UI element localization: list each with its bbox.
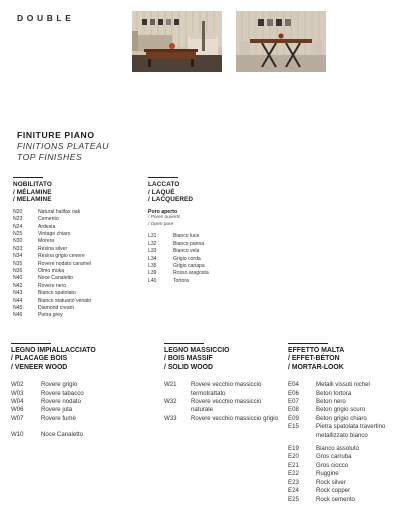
finish-row: N20 Natural halifax oak	[13, 208, 81, 215]
section-title: EFFETTO MALTA / EFFET-BÉTON / MORTAR-LOOK	[288, 347, 345, 371]
finish-row: N30 Morera	[13, 238, 55, 245]
finish-row: L35 Grigio canapa	[148, 262, 205, 269]
heading-italian: FINITURE PIANO	[17, 130, 95, 140]
section-legno-impiallacciato	[11, 343, 151, 440]
section-rule	[148, 177, 178, 178]
finish-list	[13, 209, 133, 320]
finish-row: E07 Beton nero	[288, 398, 346, 406]
finish-row: W33 Rovere vecchio massiccio grigio	[164, 414, 279, 422]
finish-row: W07 Rovere fumè	[11, 414, 76, 422]
section-rule	[164, 343, 204, 344]
section-title: LACCATO / LAQUÉ / LACQUERED	[148, 181, 194, 204]
finish-list	[11, 381, 151, 439]
finish-list	[288, 381, 410, 504]
list-gap	[11, 423, 151, 431]
finish-row: L34 Grigio corda	[148, 255, 201, 262]
finish-row: E19 Bianco assoluto	[288, 445, 360, 453]
finish-row: N25 Vintage chiaro	[13, 231, 71, 237]
finish-row: E06 Beton tortora	[288, 389, 352, 397]
finish-row: N40 Noce Canaletto	[13, 275, 74, 282]
heading-english: TOP FINISHES	[17, 152, 83, 162]
finish-row: E09 Beton grigio chiaro	[288, 414, 367, 422]
product-photo-dining-room	[236, 11, 326, 72]
finish-row: N43 Bianco spatolato	[13, 290, 76, 297]
section-title: LEGNO IMPIALLACCIATO / PLACAGE BOIS / VENEER WOOD	[11, 347, 96, 371]
section-effetto-malta	[288, 343, 410, 504]
finish-row: L40 Tortora	[148, 277, 189, 284]
finish-row: W02 Rovere grigio	[11, 381, 78, 389]
subsection-title-fr: / Pores ouverts	[148, 215, 181, 221]
finishes-heading	[17, 130, 109, 163]
finish-row: W21 Rovere vecchio massiccio termotrattato	[164, 381, 262, 397]
finish-row: E25 Rock cemento	[288, 495, 355, 503]
finish-row: E04 Metalli vissuti nichel	[288, 381, 370, 389]
finish-row: N45 Diamond cream	[13, 305, 74, 312]
finish-row: L39 Rosso aragosta	[148, 270, 209, 277]
section-nobilitato	[13, 177, 133, 320]
finish-row: E15 Pietra spatolata travertino metallizzato bianco	[288, 423, 386, 439]
finish-row: N35 Rovere nodato caramel	[13, 260, 91, 267]
heading-french: FINITIONS PLATEAU	[17, 141, 109, 151]
finish-list	[164, 381, 279, 423]
section-title: NOBILITATO / MÉLAMINE / MELAMINE	[13, 181, 52, 204]
finish-row: E22 Ruggine	[288, 470, 339, 478]
finish-row: E20 Gros carruba	[288, 453, 352, 461]
finish-row: E21 Gros ciocco	[288, 461, 349, 469]
finish-row: N46 Pietra grey	[13, 312, 63, 319]
product-photo-living-room	[132, 11, 222, 72]
section-rule	[288, 343, 328, 344]
brand-title: DOUBLE	[17, 13, 75, 23]
finish-row: W04 Rovere nodato	[11, 398, 81, 406]
finish-row: E08 Beton grigio scuro	[288, 406, 366, 414]
finish-row: N42 Rovere nero	[13, 282, 67, 289]
finish-row: N33 Resina silver	[13, 245, 68, 252]
section-legno-massiccio	[164, 343, 279, 423]
finish-row: L33 Bianco vela	[148, 248, 200, 255]
finish-row: N44 Bianco statuario venato	[13, 297, 92, 304]
section-laccato	[148, 177, 268, 285]
section-rule	[13, 177, 43, 178]
section-rule	[11, 343, 51, 344]
subsection-title: Poro aperto	[148, 208, 178, 215]
section-title: LEGNO MASSICCIO / BOIS MASSIF / SOLID WOOD	[164, 347, 230, 371]
finish-row: L32 Bianco panna	[148, 240, 205, 247]
finish-row: W06 Rovere juta	[11, 406, 73, 414]
finish-row: E24 Rock copper	[288, 487, 351, 495]
finish-row: N36 Olmo moka	[13, 268, 65, 275]
finish-row: N24 Ardesia	[13, 223, 56, 230]
finish-row: W32 Rovere vecchio massiccio naturale	[164, 398, 262, 414]
finish-row: L31 Bianco luce	[148, 233, 200, 240]
finish-row: N23 Cemento	[13, 216, 59, 223]
finish-row: W10 Noce Canaletto	[11, 431, 84, 439]
finish-list	[148, 233, 268, 285]
finish-row: W03 Rovere tabacco	[11, 389, 84, 397]
subsection-title-en: / Open pore	[148, 221, 174, 227]
subsection-open-pore	[148, 209, 268, 229]
finish-row: E23 Rock silver	[288, 478, 346, 486]
finish-row: N34 Resina grigio cenere	[13, 253, 85, 260]
